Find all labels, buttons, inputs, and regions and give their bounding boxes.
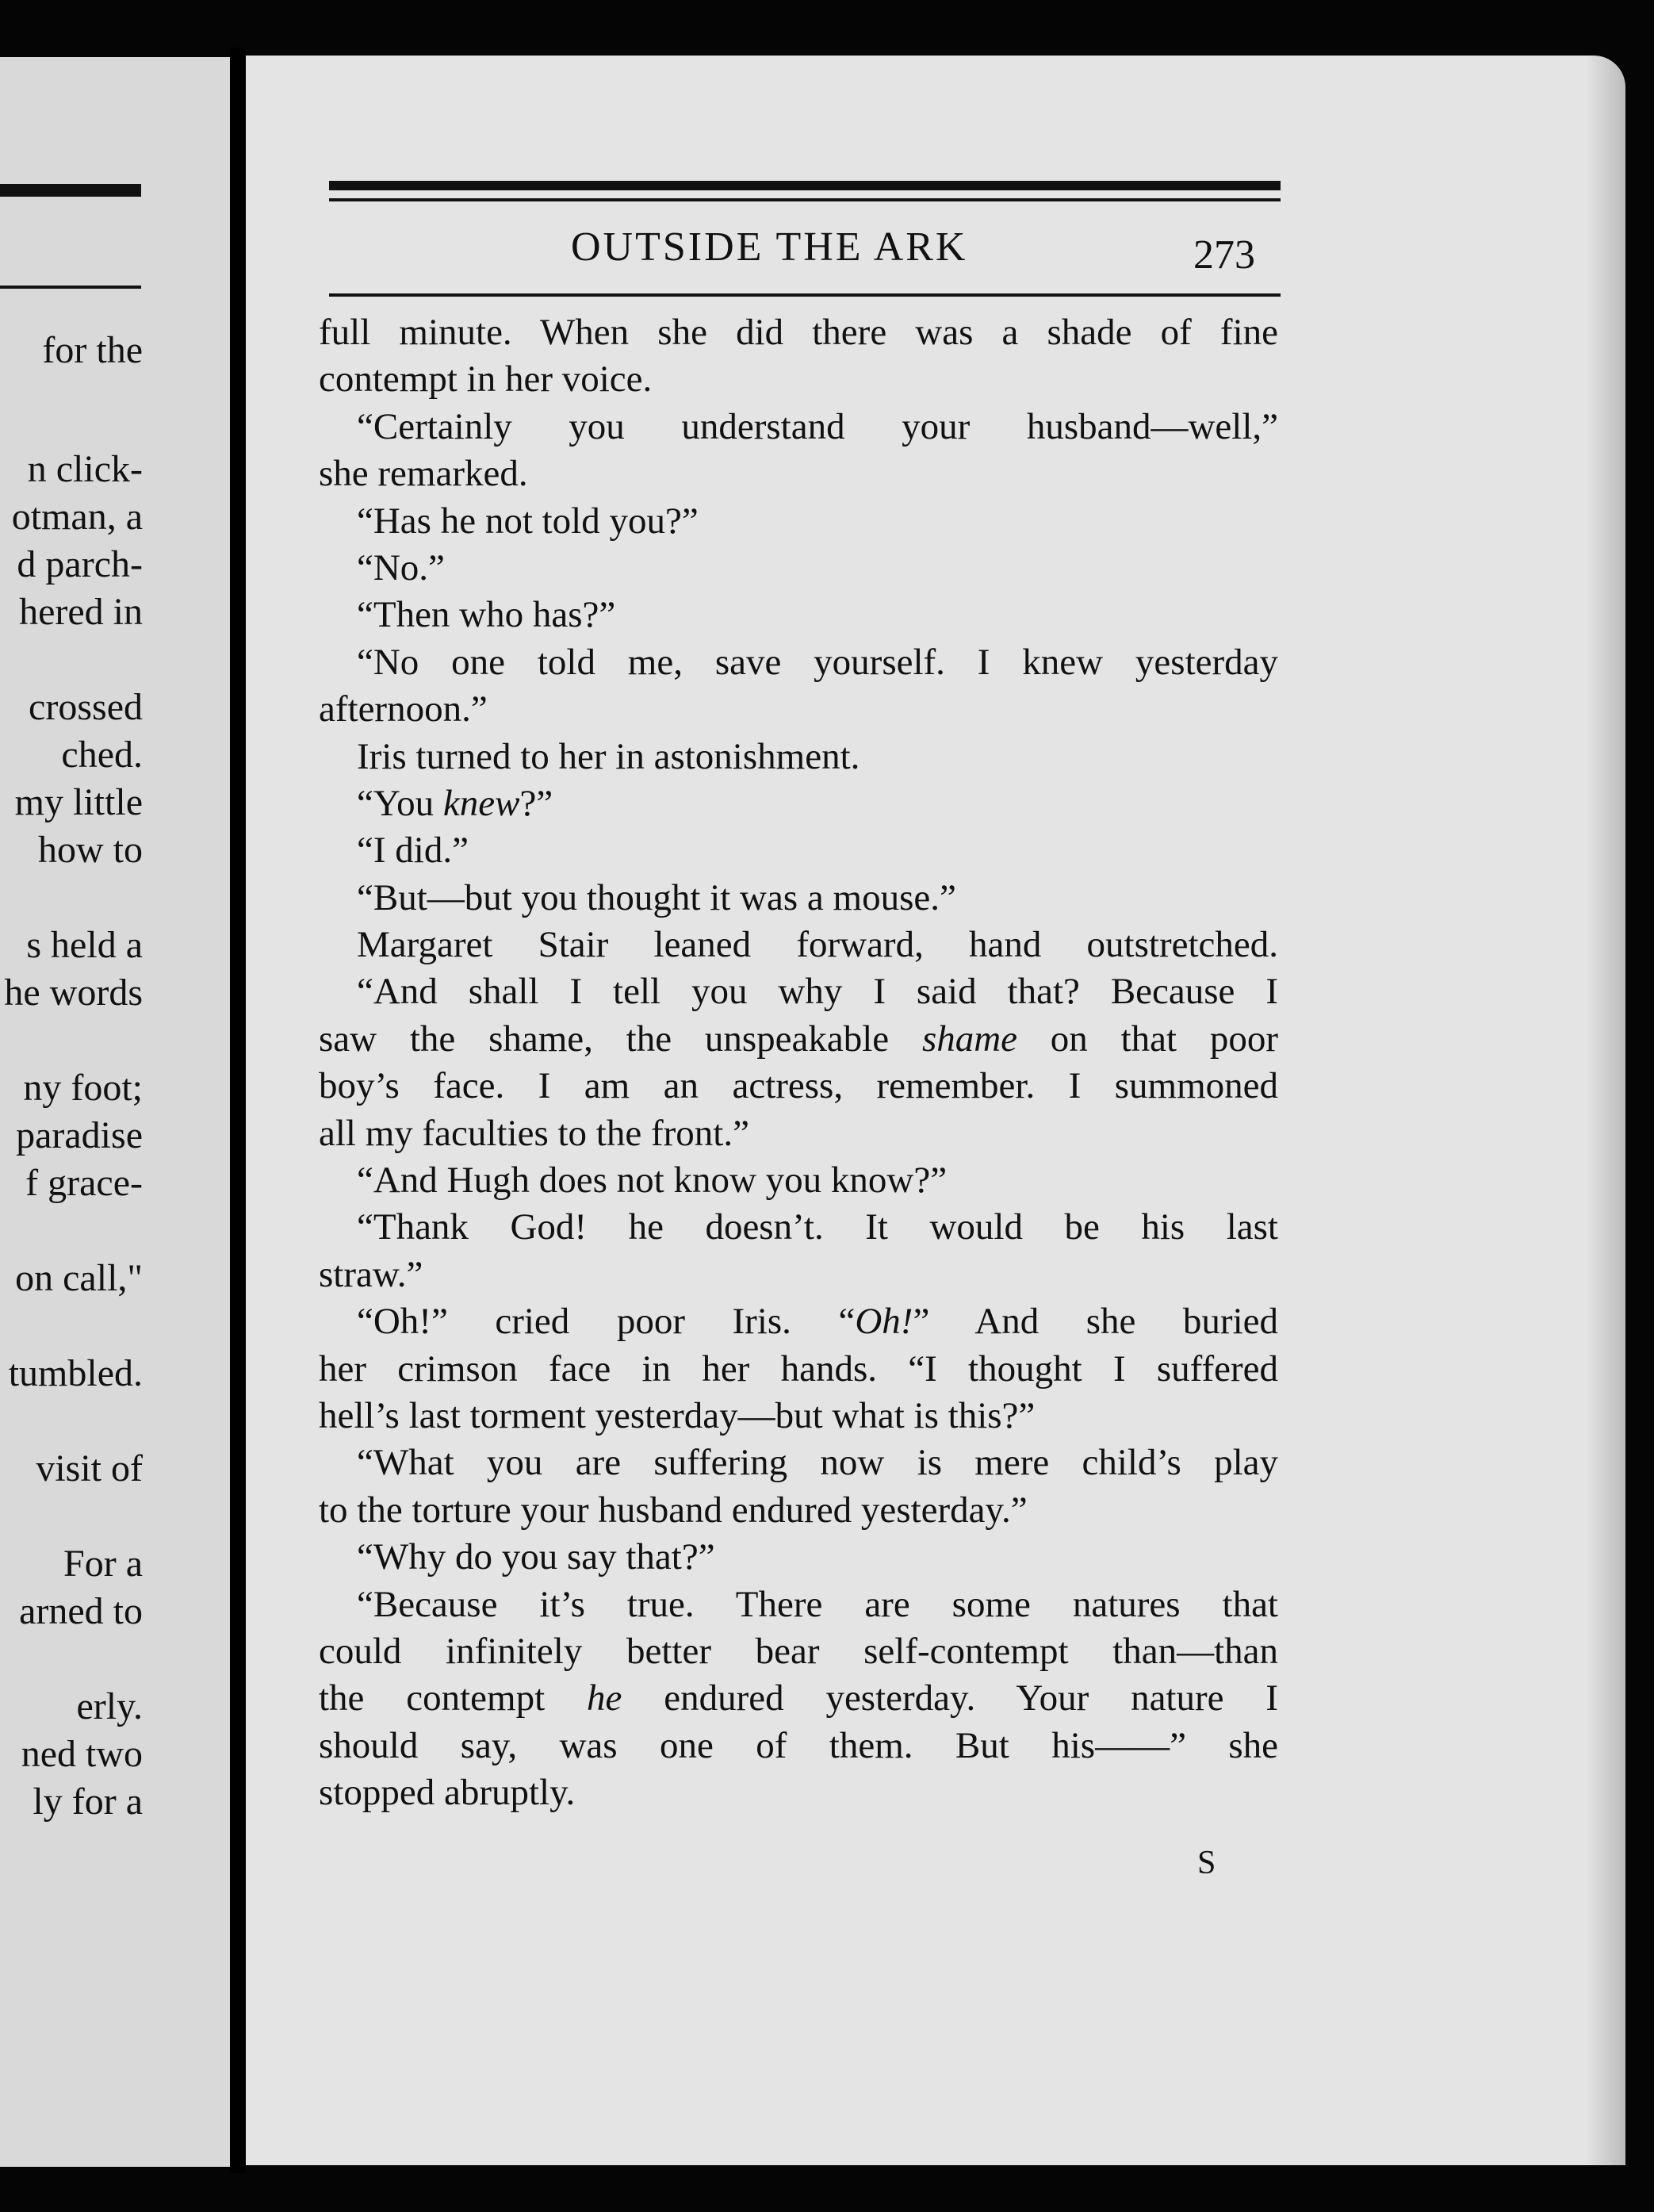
text-line <box>319 968 1278 1015</box>
left-text-line: hered in <box>19 591 143 633</box>
text-line <box>319 780 1278 827</box>
left-page-fragment <box>0 57 230 2167</box>
page-number: 273 <box>1193 232 1255 278</box>
text-line <box>319 734 1278 780</box>
text-run: “Oh!” cried poor Iris. “ <box>357 1301 856 1343</box>
text-line <box>319 686 1278 733</box>
header-rule-bottom <box>329 293 1281 297</box>
left-text-line: on call," <box>15 1257 143 1299</box>
signature-mark: S <box>1197 1845 1216 1881</box>
left-text-line: he words <box>4 972 143 1014</box>
text-run: she remarked. <box>319 453 528 495</box>
text-line <box>319 592 1278 638</box>
text-line <box>319 639 1278 686</box>
left-text-line: erly. <box>76 1685 143 1727</box>
text-run: “You <box>357 782 443 824</box>
text-run: Iris turned to her in astonishment. <box>357 735 860 777</box>
text-run: the contempt <box>319 1677 588 1719</box>
left-text-line: paradise <box>16 1114 143 1156</box>
text-line <box>319 1346 1278 1393</box>
text-line <box>319 827 1278 874</box>
running-head: OUTSIDE THE ARK <box>571 224 968 270</box>
text-line <box>319 1110 1278 1157</box>
text-run: stopped abruptly. <box>319 1772 576 1814</box>
text-run: to the torture your husband endured yesterday.” <box>319 1489 1028 1531</box>
left-text-line: ned two <box>21 1733 143 1775</box>
text-run: “Certainly you understand your husband—well,” <box>357 405 1278 447</box>
text-line <box>319 545 1278 592</box>
text-line <box>319 1157 1278 1204</box>
text-run: “Why do you say that?” <box>357 1536 715 1578</box>
text-line <box>319 1723 1278 1769</box>
text-run: “No.” <box>357 546 445 588</box>
left-text-line: ched. <box>61 734 143 776</box>
text-line <box>319 498 1278 545</box>
text-line <box>319 1252 1278 1298</box>
text-line <box>319 1298 1278 1345</box>
left-text-line: arned to <box>19 1590 143 1632</box>
left-text-line: for the <box>42 329 143 371</box>
left-text-line: d parch- <box>17 543 143 585</box>
text-line <box>319 1769 1278 1816</box>
left-text-line: f grace- <box>25 1162 143 1204</box>
left-text-line: tumbled. <box>8 1352 143 1394</box>
text-run: on that poor <box>1017 1018 1278 1060</box>
text-run: hell’s last torment yesterday—but what is this?” <box>319 1394 1036 1436</box>
text-run: saw the shame, the unspeakable <box>319 1018 922 1060</box>
text-line <box>319 1393 1278 1440</box>
text-run: Margaret Stair leaned forward, hand outstretched. <box>357 924 1278 966</box>
italic-run: he <box>587 1677 622 1719</box>
text-line <box>319 450 1278 497</box>
left-text-line: visit of <box>36 1447 143 1489</box>
text-run: “And shall I tell you why I said that? Because I <box>357 971 1278 1013</box>
text-run: could infinitely better bear self-contempt than—than <box>319 1630 1278 1672</box>
text-run: “I did.” <box>357 830 469 872</box>
left-text-line: ly for a <box>33 1781 143 1823</box>
text-run: “Because it’s true. There are some natures that <box>357 1583 1278 1625</box>
text-line <box>319 309 1278 356</box>
left-header-rule-thick <box>0 184 141 197</box>
italic-run: Oh! <box>855 1301 913 1343</box>
text-run: “Has he not told you?” <box>357 500 699 542</box>
left-text-line: ny foot; <box>23 1067 143 1109</box>
text-run: “What you are suffering now is mere child’s play <box>357 1442 1278 1484</box>
text-run: boy’s face. I am an actress, remember. I summoned <box>319 1065 1278 1107</box>
text-run: her crimson face in her hands. “I thought I suffered <box>319 1348 1278 1390</box>
left-text-line: crossed <box>29 686 143 728</box>
text-run: “And Hugh does not know you know?” <box>357 1160 948 1202</box>
text-run: ” And she buried <box>913 1301 1278 1343</box>
text-run: ?” <box>519 782 553 824</box>
text-line <box>319 922 1278 968</box>
right-page <box>246 56 1625 2165</box>
text-run: straw.” <box>319 1253 423 1295</box>
text-line <box>319 1675 1278 1722</box>
text-line <box>319 1581 1278 1628</box>
text-run: “No one told me, save yourself. I knew yesterday <box>357 641 1278 683</box>
text-line <box>319 1487 1278 1534</box>
text-line <box>319 404 1278 450</box>
book-spine <box>230 48 246 2173</box>
text-run: “But—but you thought it was a mouse.” <box>357 876 956 918</box>
text-run: “Then who has?” <box>357 594 616 636</box>
left-text-line: n click- <box>27 448 143 490</box>
text-run: full minute. When she did there was a shade of fine <box>319 312 1278 353</box>
text-line <box>319 1063 1278 1110</box>
text-line <box>319 875 1278 922</box>
left-text-line: my little <box>14 781 143 823</box>
text-line <box>319 1016 1278 1063</box>
left-text-line: how to <box>38 829 143 871</box>
text-run: all my faculties to the front.” <box>319 1112 749 1154</box>
left-text-line: otman, a <box>11 496 143 538</box>
italic-run: knew <box>442 782 520 824</box>
text-run: contempt in her voice. <box>319 358 653 401</box>
text-run: endured yesterday. Your nature I <box>622 1677 1278 1719</box>
italic-run: shame <box>921 1018 1018 1060</box>
body-text <box>319 309 1278 1817</box>
text-run: should say, was one of them. But his——” she <box>319 1724 1278 1766</box>
header-rule-thick <box>329 181 1281 190</box>
left-text-line: For a <box>63 1543 143 1585</box>
header-rule-thin <box>329 198 1281 201</box>
text-line <box>319 356 1278 403</box>
text-line <box>319 1204 1278 1251</box>
text-run: “Thank God! he doesn’t. It would be his last <box>357 1206 1278 1248</box>
left-header-rule-thin <box>0 286 141 289</box>
text-run: afternoon.” <box>319 688 488 730</box>
text-line <box>319 1628 1278 1675</box>
text-line <box>319 1534 1278 1581</box>
text-line <box>319 1440 1278 1486</box>
left-text-line: s held a <box>26 924 143 966</box>
